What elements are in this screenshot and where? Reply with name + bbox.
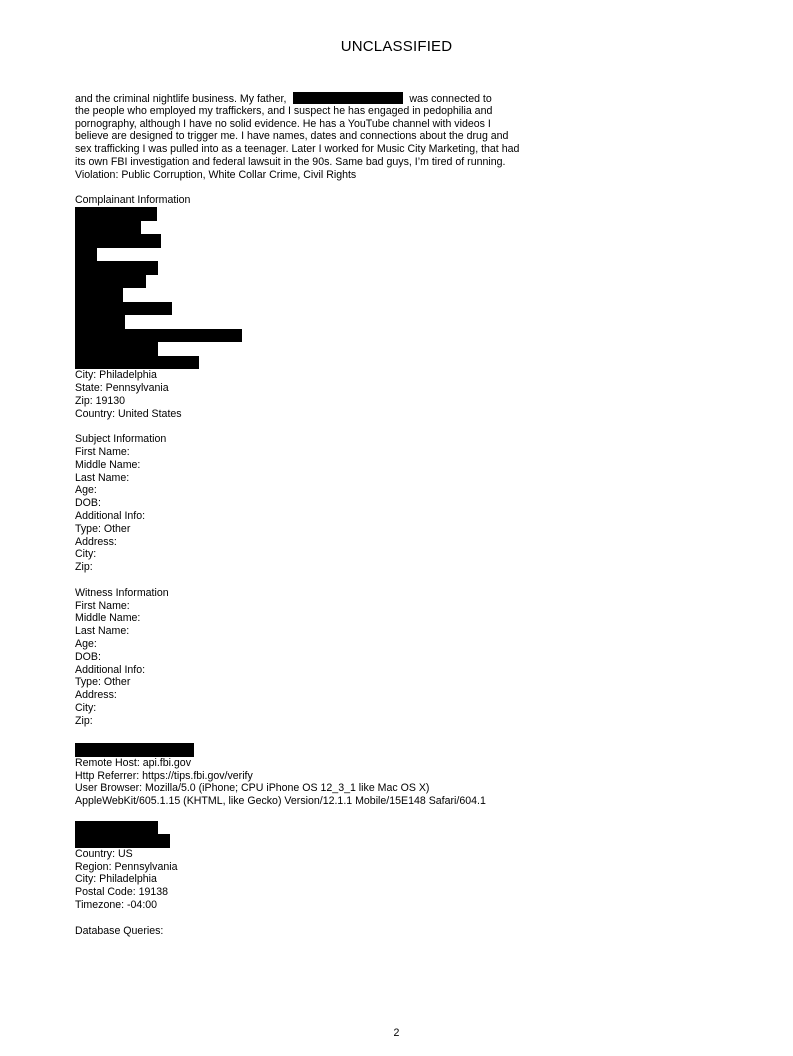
witness-zip: Zip:: [75, 714, 93, 727]
witness-city: City:: [75, 701, 97, 714]
redaction-bar: [75, 342, 158, 356]
redaction-bar: [75, 302, 172, 316]
subject-first-name: First Name:: [75, 445, 130, 458]
redaction-bar: [75, 261, 158, 275]
witness-heading: Witness Information: [75, 586, 169, 599]
database-queries-label: Database Queries:: [75, 924, 164, 937]
witness-age: Age:: [75, 637, 97, 650]
redaction-bar: [75, 207, 157, 221]
narrative-line: pornography, although I have no solid evidence. He has a YouTube channel with videos I: [75, 117, 491, 130]
complainant-city: City: Philadelphia: [75, 369, 157, 382]
redaction-bar: [75, 315, 125, 329]
redaction-bar: [75, 248, 97, 262]
subject-additional-info: Additional Info:: [75, 509, 146, 522]
narrative-line: sex trafficking I was pulled into as a teenager. Later I worked for Music City Marketing, that had: [75, 143, 520, 156]
user-browser: User Browser: Mozilla/5.0 (iPhone; CPU iPhone OS 12_3_1 like Mac OS X): [75, 782, 430, 795]
complainant-country: Country: United States: [75, 407, 182, 420]
geo-country: Country: US: [75, 847, 133, 860]
remote-host: Remote Host: api.fbi.gov: [75, 756, 191, 769]
classification-header: UNCLASSIFIED: [340, 38, 453, 55]
witness-last-name: Last Name:: [75, 625, 130, 638]
page-number: 2: [393, 1027, 400, 1039]
redaction-bar: [75, 834, 170, 848]
document-body: [75, 92, 535, 937]
geo-city: City: Philadelphia: [75, 873, 157, 886]
subject-last-name: Last Name:: [75, 471, 130, 484]
narrative-line-1: [75, 92, 535, 105]
narrative-line-1-start: and the criminal nightlife business. My father,: [75, 93, 287, 105]
redaction-bar: [75, 221, 141, 235]
subject-dob: DOB:: [75, 497, 101, 510]
narrative-line: believe are designed to trigger me. I have names, dates and connections about the drug and: [75, 130, 509, 143]
complainant-state: State: Pennsylvania: [75, 381, 169, 394]
http-referrer: Http Referrer: https://tips.fbi.gov/verify: [75, 769, 253, 782]
geo-region: Region: Pennsylvania: [75, 860, 178, 873]
subject-age: Age:: [75, 484, 97, 497]
redaction-bar: [75, 275, 146, 289]
complainant-heading: Complainant Information: [75, 194, 191, 207]
redaction-bar: [293, 92, 403, 104]
subject-type: Type: Other: [75, 522, 131, 535]
narrative-line: its own FBI investigation and federal lawsuit in the 90s. Same bad guys, I’m tired of running.: [75, 155, 506, 168]
user-browser-continued: AppleWebKit/605.1.15 (KHTML, like Gecko) Version/12.1.1 Mobile/15E148 Safari/604.1: [75, 795, 486, 808]
subject-address: Address:: [75, 535, 117, 548]
complainant-zip: Zip: 19130: [75, 394, 126, 407]
witness-additional-info: Additional Info:: [75, 663, 146, 676]
narrative-line-1-end: was connected to: [409, 93, 492, 105]
redaction-bar: [75, 821, 158, 835]
witness-first-name: First Name:: [75, 599, 130, 612]
redaction-bar: [75, 329, 242, 343]
redaction-bar: [75, 234, 161, 248]
subject-heading: Subject Information: [75, 433, 167, 446]
subject-city: City:: [75, 548, 97, 561]
witness-address: Address:: [75, 689, 117, 702]
redaction-bar: [75, 356, 199, 370]
subject-zip: Zip:: [75, 561, 93, 574]
witness-middle-name: Middle Name:: [75, 612, 141, 625]
geo-postal-code: Postal Code: 19138: [75, 886, 169, 899]
witness-dob: DOB:: [75, 650, 101, 663]
violation-line: Violation: Public Corruption, White Collar Crime, Civil Rights: [75, 168, 357, 181]
complainant-redaction-block: [75, 207, 535, 369]
subject-middle-name: Middle Name:: [75, 458, 141, 471]
geo-timezone: Timezone: -04:00: [75, 898, 158, 911]
witness-type: Type: Other: [75, 676, 131, 689]
narrative-line: the people who employed my traffickers, and I suspect he has engaged in pedophilia and: [75, 104, 493, 117]
redaction-bar: [75, 288, 123, 302]
redaction-bar: [75, 743, 194, 757]
